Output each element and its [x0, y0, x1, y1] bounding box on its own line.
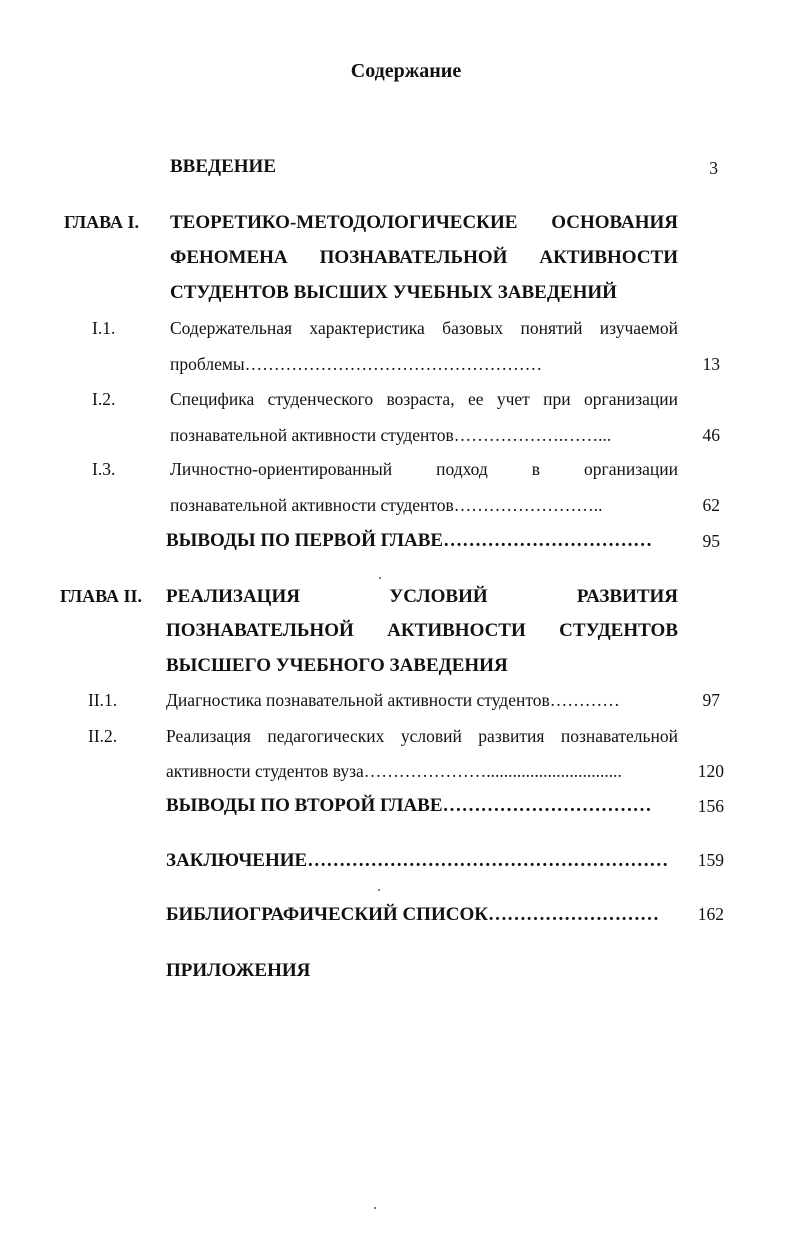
section-title-line-2[interactable]: познавательной активности студентов……………….……...	[170, 425, 612, 445]
section-title-line-2[interactable]: проблемы……………………………………………	[170, 354, 543, 374]
toc-intro-label[interactable]: ВВЕДЕНИЕ	[170, 156, 276, 177]
chapter-1-conclusion-page: 95	[702, 531, 720, 551]
toc-closing[interactable]: ЗАКЛЮЧЕНИЕ…………………………………………………	[166, 850, 669, 871]
section-title-line-1[interactable]: Содержательная характеристика базовых понятий изучаемой	[170, 318, 678, 338]
chapter-1-title-line-3[interactable]: СТУДЕНТОВ ВЫСШИХ УЧЕБНЫХ ЗАВЕДЕНИЙ	[170, 282, 617, 303]
chapter-2-label: ГЛАВА II.	[60, 586, 143, 606]
chapter-1-title-line-2[interactable]: ФЕНОМЕНА ПОЗНАВАТЕЛЬНОЙ АКТИВНОСТИ	[170, 247, 678, 268]
section-title-line-2[interactable]: познавательной активности студентов……………………..	[170, 495, 603, 515]
section-title-line-1[interactable]: Личностно-ориентированный подход в организации	[170, 459, 678, 479]
toc-intro-page: 3	[709, 158, 718, 178]
section-title-line-1[interactable]: Диагностика познавательной активности студентов…………	[166, 690, 620, 710]
toc-bibliography-page: 162	[697, 904, 724, 924]
section-page: 120	[697, 761, 724, 781]
section-page: 46	[702, 425, 720, 445]
chapter-2-conclusion[interactable]: ВЫВОДЫ ПО ВТОРОЙ ГЛАВЕ……………………………	[166, 795, 652, 816]
section-number: I.3.	[92, 459, 116, 479]
scan-speck	[378, 889, 380, 891]
section-page: 62	[702, 495, 720, 515]
section-title-line-1[interactable]: Специфика студенческого возраста, ее учет при организации	[170, 389, 678, 409]
chapter-1-conclusion[interactable]: ВЫВОДЫ ПО ПЕРВОЙ ГЛАВЕ……………………………	[166, 530, 653, 551]
chapter-2-title-line-1[interactable]: РЕАЛИЗАЦИЯ УСЛОВИЙ РАЗВИТИЯ	[166, 586, 678, 607]
chapter-1-label: ГЛАВА I.	[64, 212, 140, 232]
toc-bibliography[interactable]: БИБЛИОГРАФИЧЕСКИЙ СПИСОК………………………	[166, 904, 660, 925]
chapter-1-title-line-1[interactable]: ТЕОРЕТИКО-МЕТОДОЛОГИЧЕСКИЕ ОСНОВАНИЯ	[170, 212, 678, 233]
toc-closing-page: 159	[697, 850, 724, 870]
section-number: I.2.	[92, 389, 116, 409]
section-number: II.1.	[88, 690, 118, 710]
section-title-line-1[interactable]: Реализация педагогических условий развития познавательной	[166, 726, 678, 746]
chapter-2-title-line-2[interactable]: ПОЗНАВАТЕЛЬНОЙ АКТИВНОСТИ СТУДЕНТОВ	[166, 620, 678, 641]
chapter-2-title-line-3[interactable]: ВЫСШЕГО УЧЕБНОГО ЗАВЕДЕНИЯ	[166, 655, 508, 676]
toc-appendices[interactable]: ПРИЛОЖЕНИЯ	[166, 960, 311, 981]
chapter-2-conclusion-page: 156	[697, 796, 724, 816]
scan-speck	[374, 1207, 376, 1209]
section-number: II.2.	[88, 726, 118, 746]
scan-speck	[379, 577, 381, 579]
section-title-line-2[interactable]: активности студентов вуза…………………...............................	[166, 761, 622, 781]
section-page: 13	[702, 354, 720, 374]
section-page: 97	[702, 690, 720, 710]
page-title: Содержание	[350, 60, 462, 82]
section-number: I.1.	[92, 318, 116, 338]
